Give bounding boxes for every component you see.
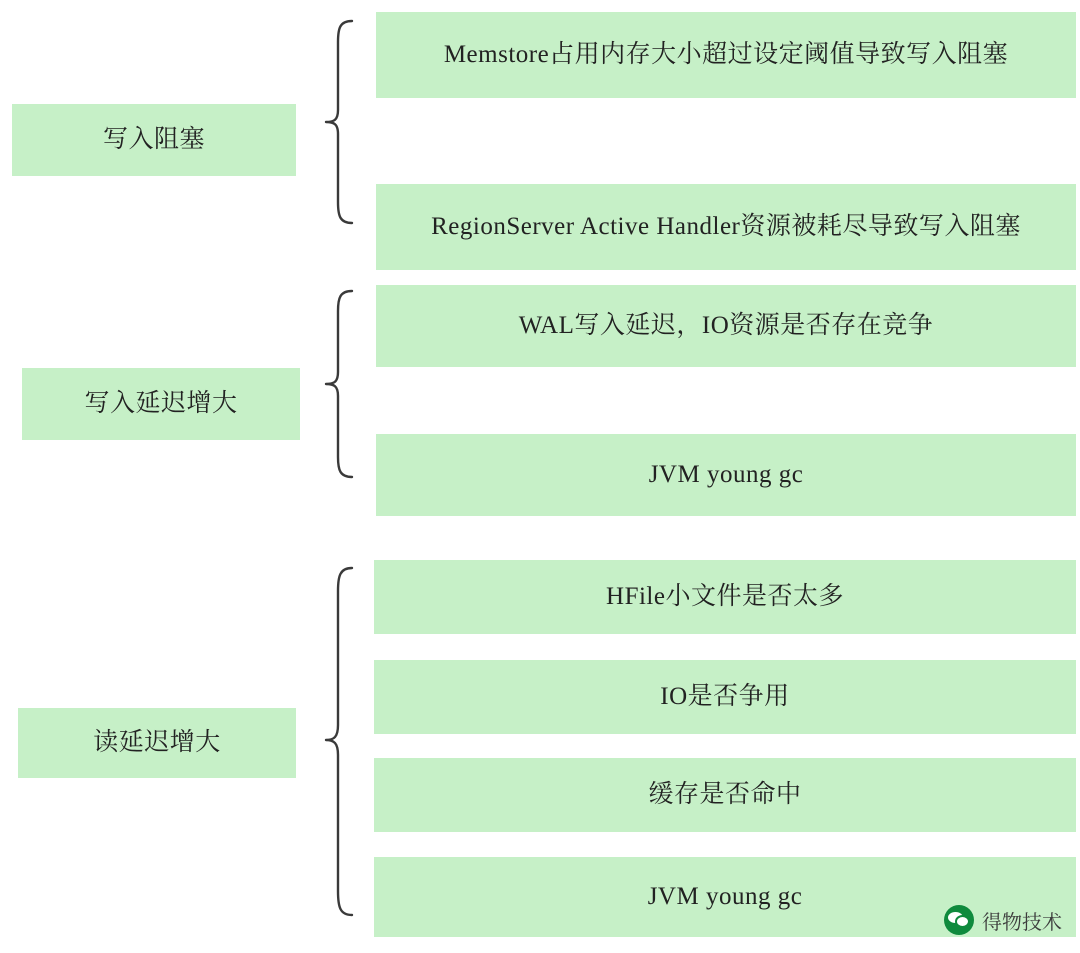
item-box: RegionServer Active Handler资源被耗尽导致写入阻塞 xyxy=(376,184,1076,270)
watermark xyxy=(944,905,1062,935)
item-box: IO是否争用 xyxy=(374,660,1076,734)
item-box: HFile小文件是否太多 xyxy=(374,560,1076,634)
watermark-label: 得物技术 xyxy=(982,911,1062,934)
item-box: 缓存是否命中 xyxy=(374,758,1076,832)
category-box-write-latency: 写入延迟增大 xyxy=(22,368,300,440)
item-box: Memstore占用内存大小超过设定阈值导致写入阻塞 xyxy=(376,12,1076,98)
item-box: JVM young gc xyxy=(376,434,1076,516)
category-box-write-block: 写入阻塞 xyxy=(12,104,296,176)
category-box-read-latency: 读延迟增大 xyxy=(18,708,296,778)
brace-read-latency xyxy=(322,565,356,920)
brace-write-block xyxy=(322,18,356,226)
item-box: JVM young gc xyxy=(374,857,1076,937)
brace-write-latency xyxy=(322,288,356,480)
wechat-official-account-icon xyxy=(944,905,974,935)
item-box: WAL写入延迟，IO资源是否存在竞争 xyxy=(376,285,1076,367)
